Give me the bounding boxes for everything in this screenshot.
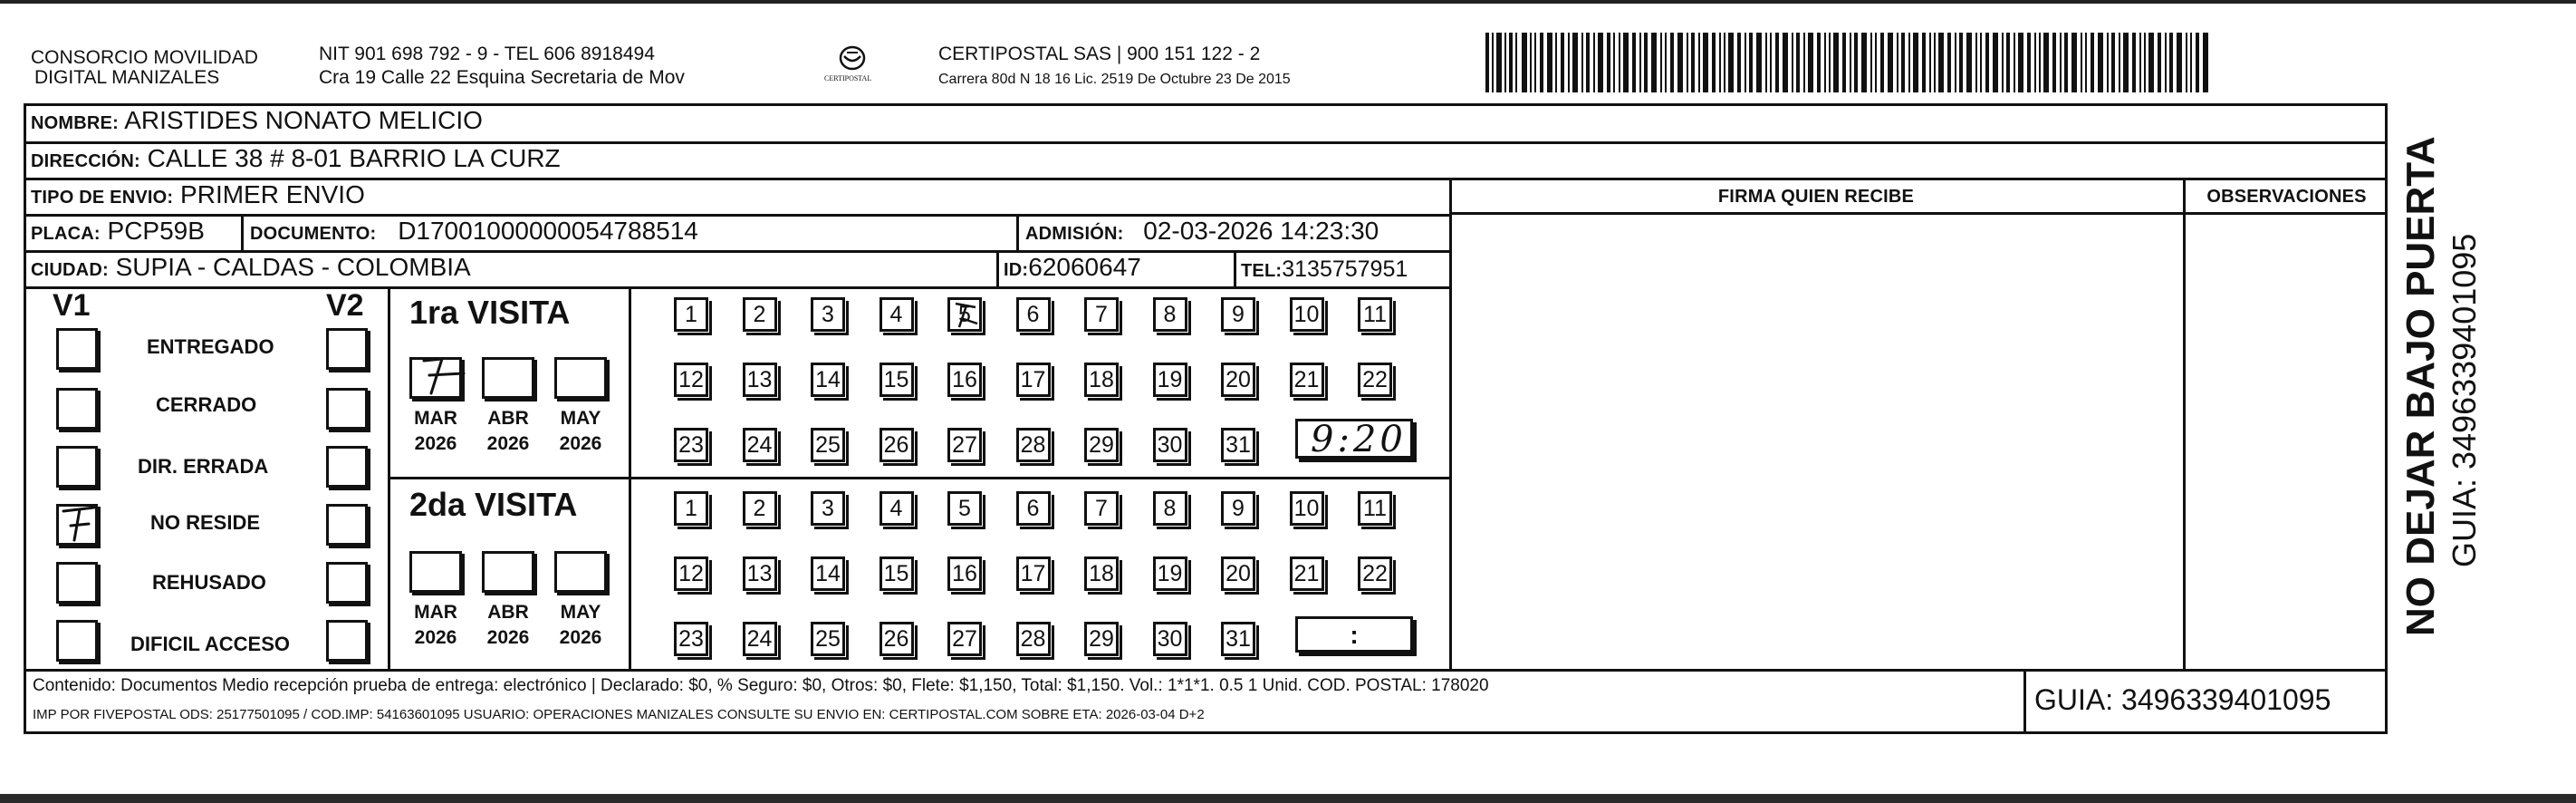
- nit-line: NIT 901 698 792 - 9 - TEL 606 8918494: [319, 44, 655, 64]
- second-visit-day-box[interactable]: 19: [1153, 556, 1187, 591]
- second-visit-day-box[interactable]: 29: [1084, 622, 1119, 656]
- scan-top-edge: [0, 0, 2576, 4]
- v2-checkbox-entregado[interactable]: [326, 328, 368, 370]
- tel-label: TEL:: [1241, 261, 1283, 281]
- ciudad-label: CIUDAD:: [31, 260, 109, 280]
- first-visit-month-label: MAR: [414, 408, 457, 429]
- second-visit-day-box[interactable]: 2: [743, 491, 777, 526]
- reason-dir-errada: DIR. ERRADA: [138, 455, 269, 478]
- second-visit-month-label: MAR: [414, 602, 457, 623]
- second-visit-day-box[interactable]: 9: [1221, 491, 1255, 526]
- first-visit-time-box[interactable]: [1295, 419, 1413, 459]
- second-visit-day-box[interactable]: 17: [1016, 556, 1051, 591]
- second-visit-month-abr[interactable]: [482, 551, 534, 593]
- firma-header: FIRMA QUIEN RECIBE: [1717, 187, 1915, 207]
- tel-cell: [1241, 256, 1408, 285]
- second-visit-day-box[interactable]: 15: [879, 556, 914, 591]
- v1-checkbox-dir-errada[interactable]: [56, 446, 98, 488]
- col-divider: [996, 250, 999, 286]
- documento-cell: [250, 218, 698, 247]
- first-visit-day-box[interactable]: 24: [743, 428, 777, 462]
- nombre-label: NOMBRE:: [31, 113, 119, 133]
- placa-value: PCP59B: [107, 217, 205, 245]
- first-visit-day-box[interactable]: 26: [879, 428, 914, 462]
- second-visit-day-box[interactable]: 26: [879, 622, 914, 656]
- reason-no-reside: NO RESIDE: [150, 511, 261, 534]
- first-visit-day-box[interactable]: 28: [1016, 428, 1051, 462]
- second-visit-day-box[interactable]: 31: [1221, 622, 1255, 656]
- handwritten-time: 9:20: [1311, 419, 1407, 460]
- second-visit-day-box[interactable]: 3: [811, 491, 845, 526]
- first-visit-year-label: 2026: [559, 433, 602, 454]
- first-visit-day-box[interactable]: 8: [1153, 297, 1187, 332]
- v2-checkbox-rehusado[interactable]: [326, 562, 368, 604]
- first-visit-day-box[interactable]: 7: [1084, 297, 1119, 332]
- first-visit-year-label: 2026: [414, 433, 457, 454]
- second-visit-day-box[interactable]: 27: [947, 622, 982, 656]
- first-visit-day-box[interactable]: 3: [811, 297, 845, 332]
- second-visit-day-box[interactable]: 7: [1084, 491, 1119, 526]
- row-divider: [24, 669, 2388, 672]
- first-visit-day-box[interactable]: 20: [1221, 363, 1255, 397]
- second-visit-title: 2da VISITA: [409, 486, 578, 523]
- first-visit-day-box[interactable]: 29: [1084, 428, 1119, 462]
- second-visit-time-box[interactable]: [1295, 616, 1413, 653]
- first-visit-day-box[interactable]: 22: [1358, 363, 1392, 397]
- side-warning: NO DEJAR BAJO PUERTA: [2398, 136, 2443, 636]
- first-visit-day-box[interactable]: 10: [1290, 297, 1324, 332]
- side-guia: GUIA: 3496339401095: [2446, 233, 2483, 567]
- row-divider: [1449, 212, 2388, 215]
- first-visit-day-box[interactable]: 5: [947, 297, 982, 332]
- company-name-line2: DIGITAL MANIZALES: [34, 67, 220, 88]
- second-visit-day-box[interactable]: 24: [743, 622, 777, 656]
- second-visit-month-label: MAY: [560, 602, 601, 623]
- first-visit-day-box[interactable]: 12: [674, 363, 708, 397]
- id-label: ID:: [1004, 260, 1029, 280]
- first-visit-day-box[interactable]: 18: [1084, 363, 1119, 397]
- col-divider: [1449, 178, 1452, 669]
- first-visit-day-box[interactable]: 2: [743, 297, 777, 332]
- first-visit-day-box[interactable]: 1: [674, 297, 708, 332]
- placa-label: PLACA:: [31, 224, 101, 244]
- second-visit-day-box[interactable]: 5: [947, 491, 982, 526]
- v2-checkbox-dificil-acceso[interactable]: [326, 620, 368, 662]
- first-visit-title: 1ra VISITA: [409, 294, 571, 331]
- admision-label: ADMISIÓN:: [1025, 224, 1124, 244]
- imp-line: IMP POR FIVEPOSTAL ODS: 25177501095 / COD.IMP: 54163601095 USUARIO: OPERACIONES MANIZALES CONSULTE SU ENVIO EN: CERTIPOSTAL.COM SOBRE ETA: 2026-03-04 D+2: [33, 707, 1205, 722]
- first-visit-day-box[interactable]: 11: [1358, 297, 1392, 332]
- v2-checkbox-no-reside[interactable]: [326, 504, 368, 546]
- first-visit-day-box[interactable]: 23: [674, 428, 708, 462]
- col-divider: [1234, 250, 1236, 286]
- second-visit-day-box[interactable]: 28: [1016, 622, 1051, 656]
- second-visit-day-box[interactable]: 6: [1016, 491, 1051, 526]
- reason-dificil-acceso: DIFICIL ACCESO: [130, 633, 291, 655]
- first-visit-day-box[interactable]: 17: [1016, 363, 1051, 397]
- v2-checkbox-dir-errada[interactable]: [326, 446, 368, 488]
- handwritten-mark-icon: [415, 352, 469, 402]
- first-visit-day-box[interactable]: 6: [1016, 297, 1051, 332]
- address-line: Cra 19 Calle 22 Esquina Secretaria de Mov: [319, 67, 685, 88]
- license-line: Carrera 80d N 18 16 Lic. 2519 De Octubre 23 De 2015: [938, 72, 1291, 87]
- first-visit-day-box[interactable]: 9: [1221, 297, 1255, 332]
- v2-label: V2: [326, 288, 364, 323]
- nombre-row: [31, 107, 483, 137]
- v1-checkbox-rehusado[interactable]: [56, 562, 98, 604]
- first-visit-month-abr[interactable]: [482, 357, 534, 399]
- contenido-line: Contenido: Documentos Medio recepción prueba de entrega: electrónico | Declarado: $0, % Seguro: $0, Otros: $0, Flete: $1,150, Total: $1,150. Vol.: 1*1*1. 0.5 1 Unid. COD. POSTAL: 178020: [33, 676, 1489, 695]
- col-divider: [241, 214, 244, 250]
- first-visit-month-label: ABR: [487, 408, 529, 429]
- first-visit-year-label: 2026: [486, 433, 530, 454]
- first-visit-day-box[interactable]: 16: [947, 363, 982, 397]
- first-visit-day-box[interactable]: 30: [1153, 428, 1187, 462]
- first-visit-month-label: MAY: [560, 408, 601, 429]
- tipo-label: TIPO DE ENVIO:: [31, 188, 174, 208]
- ciudad-value: SUPIA - CALDAS - COLOMBIA: [115, 253, 471, 281]
- first-visit-day-box[interactable]: 13: [743, 363, 777, 397]
- second-visit-year-label: 2026: [486, 627, 530, 648]
- certipostal-line: CERTIPOSTAL SAS | 900 151 122 - 2: [938, 44, 1261, 64]
- reason-entregado: ENTREGADO: [147, 335, 274, 358]
- second-visit-day-box[interactable]: 20: [1221, 556, 1255, 591]
- direccion-row: [31, 145, 561, 175]
- first-visit-day-box[interactable]: 19: [1153, 363, 1187, 397]
- documento-label: DOCUMENTO:: [250, 224, 377, 244]
- id-value: 62060647: [1028, 253, 1141, 281]
- logo-text: CERTIPOSTAL: [824, 74, 872, 82]
- observaciones-header: OBSERVACIONES: [2206, 187, 2367, 207]
- second-visit-month-mar[interactable]: [409, 551, 462, 593]
- id-cell: [1004, 254, 1141, 284]
- v2-checkbox-cerrado[interactable]: [326, 388, 368, 430]
- second-visit-day-box[interactable]: 18: [1084, 556, 1119, 591]
- company-name-line1: CONSORCIO MOVILIDAD: [31, 47, 258, 68]
- first-visit-day-box[interactable]: 27: [947, 428, 982, 462]
- col-divider: [2023, 669, 2026, 734]
- second-visit-year-label: 2026: [414, 627, 457, 648]
- first-visit-day-box[interactable]: 21: [1290, 363, 1324, 397]
- documento-value: D17001000000054788514: [398, 217, 698, 245]
- direccion-value: CALLE 38 # 8-01 BARRIO LA CURZ: [147, 144, 561, 172]
- first-visit-day-box[interactable]: 25: [811, 428, 845, 462]
- second-visit-year-label: 2026: [559, 627, 602, 648]
- direccion-label: DIRECCIÓN:: [31, 151, 140, 171]
- reason-rehusado: REHUSADO: [152, 571, 266, 594]
- scan-bottom-edge: [0, 794, 2576, 803]
- admision-cell: [1025, 218, 1379, 247]
- barcode: [1485, 33, 2210, 92]
- second-visit-month-may[interactable]: [554, 551, 607, 593]
- col-divider: [1016, 214, 1019, 250]
- handwritten-mark-icon: [58, 500, 103, 546]
- second-visit-day-box[interactable]: 13: [743, 556, 777, 591]
- ciudad-cell: [31, 254, 471, 284]
- second-visit-day-box[interactable]: 30: [1153, 622, 1187, 656]
- admision-value: 02-03-2026 14:23:30: [1143, 217, 1379, 245]
- v1-checkbox-cerrado[interactable]: [56, 388, 98, 430]
- v1-checkbox-entregado[interactable]: [56, 328, 98, 370]
- nombre-value: ARISTIDES NONATO MELICIO: [124, 106, 483, 134]
- second-visit-day-box[interactable]: 16: [947, 556, 982, 591]
- second-visit-day-box[interactable]: 4: [879, 491, 914, 526]
- second-visit-day-box[interactable]: 8: [1153, 491, 1187, 526]
- second-visit-month-label: ABR: [487, 602, 529, 623]
- placa-cell: [31, 218, 205, 247]
- row-divider: [24, 286, 1449, 289]
- reason-cerrado: CERRADO: [156, 393, 257, 416]
- row-divider: [24, 178, 2388, 180]
- col-divider: [2183, 178, 2186, 669]
- certipostal-logo: [821, 44, 884, 92]
- first-visit-day-box[interactable]: 15: [879, 363, 914, 397]
- first-visit-day-box[interactable]: 4: [879, 297, 914, 332]
- guia-box: GUIA: 3496339401095: [2034, 683, 2331, 716]
- second-visit-day-box[interactable]: 14: [811, 556, 845, 591]
- second-visit-day-box[interactable]: 21: [1290, 556, 1324, 591]
- second-visit-day-box[interactable]: 12: [674, 556, 708, 591]
- visit-divider: [388, 477, 1449, 479]
- handwritten-strike-icon: [948, 296, 985, 333]
- second-visit-day-box[interactable]: 23: [674, 622, 708, 656]
- second-visit-day-box[interactable]: 10: [1290, 491, 1324, 526]
- first-visit-month-may[interactable]: [554, 357, 607, 399]
- tel-value: 3135757951: [1282, 256, 1408, 282]
- second-visit-day-box[interactable]: 22: [1358, 556, 1392, 591]
- time-placeholder: :: [1350, 621, 1359, 649]
- second-visit-day-box[interactable]: 25: [811, 622, 845, 656]
- second-visit-day-box[interactable]: 11: [1358, 491, 1392, 526]
- tipo-value: PRIMER ENVIO: [180, 180, 365, 208]
- second-visit-day-box[interactable]: 1: [674, 491, 708, 526]
- v1-label: V1: [53, 288, 91, 323]
- first-visit-day-box[interactable]: 14: [811, 363, 845, 397]
- tipo-row: [31, 181, 365, 211]
- first-visit-day-box[interactable]: 31: [1221, 428, 1255, 462]
- v1-checkbox-dificil-acceso[interactable]: [56, 620, 98, 662]
